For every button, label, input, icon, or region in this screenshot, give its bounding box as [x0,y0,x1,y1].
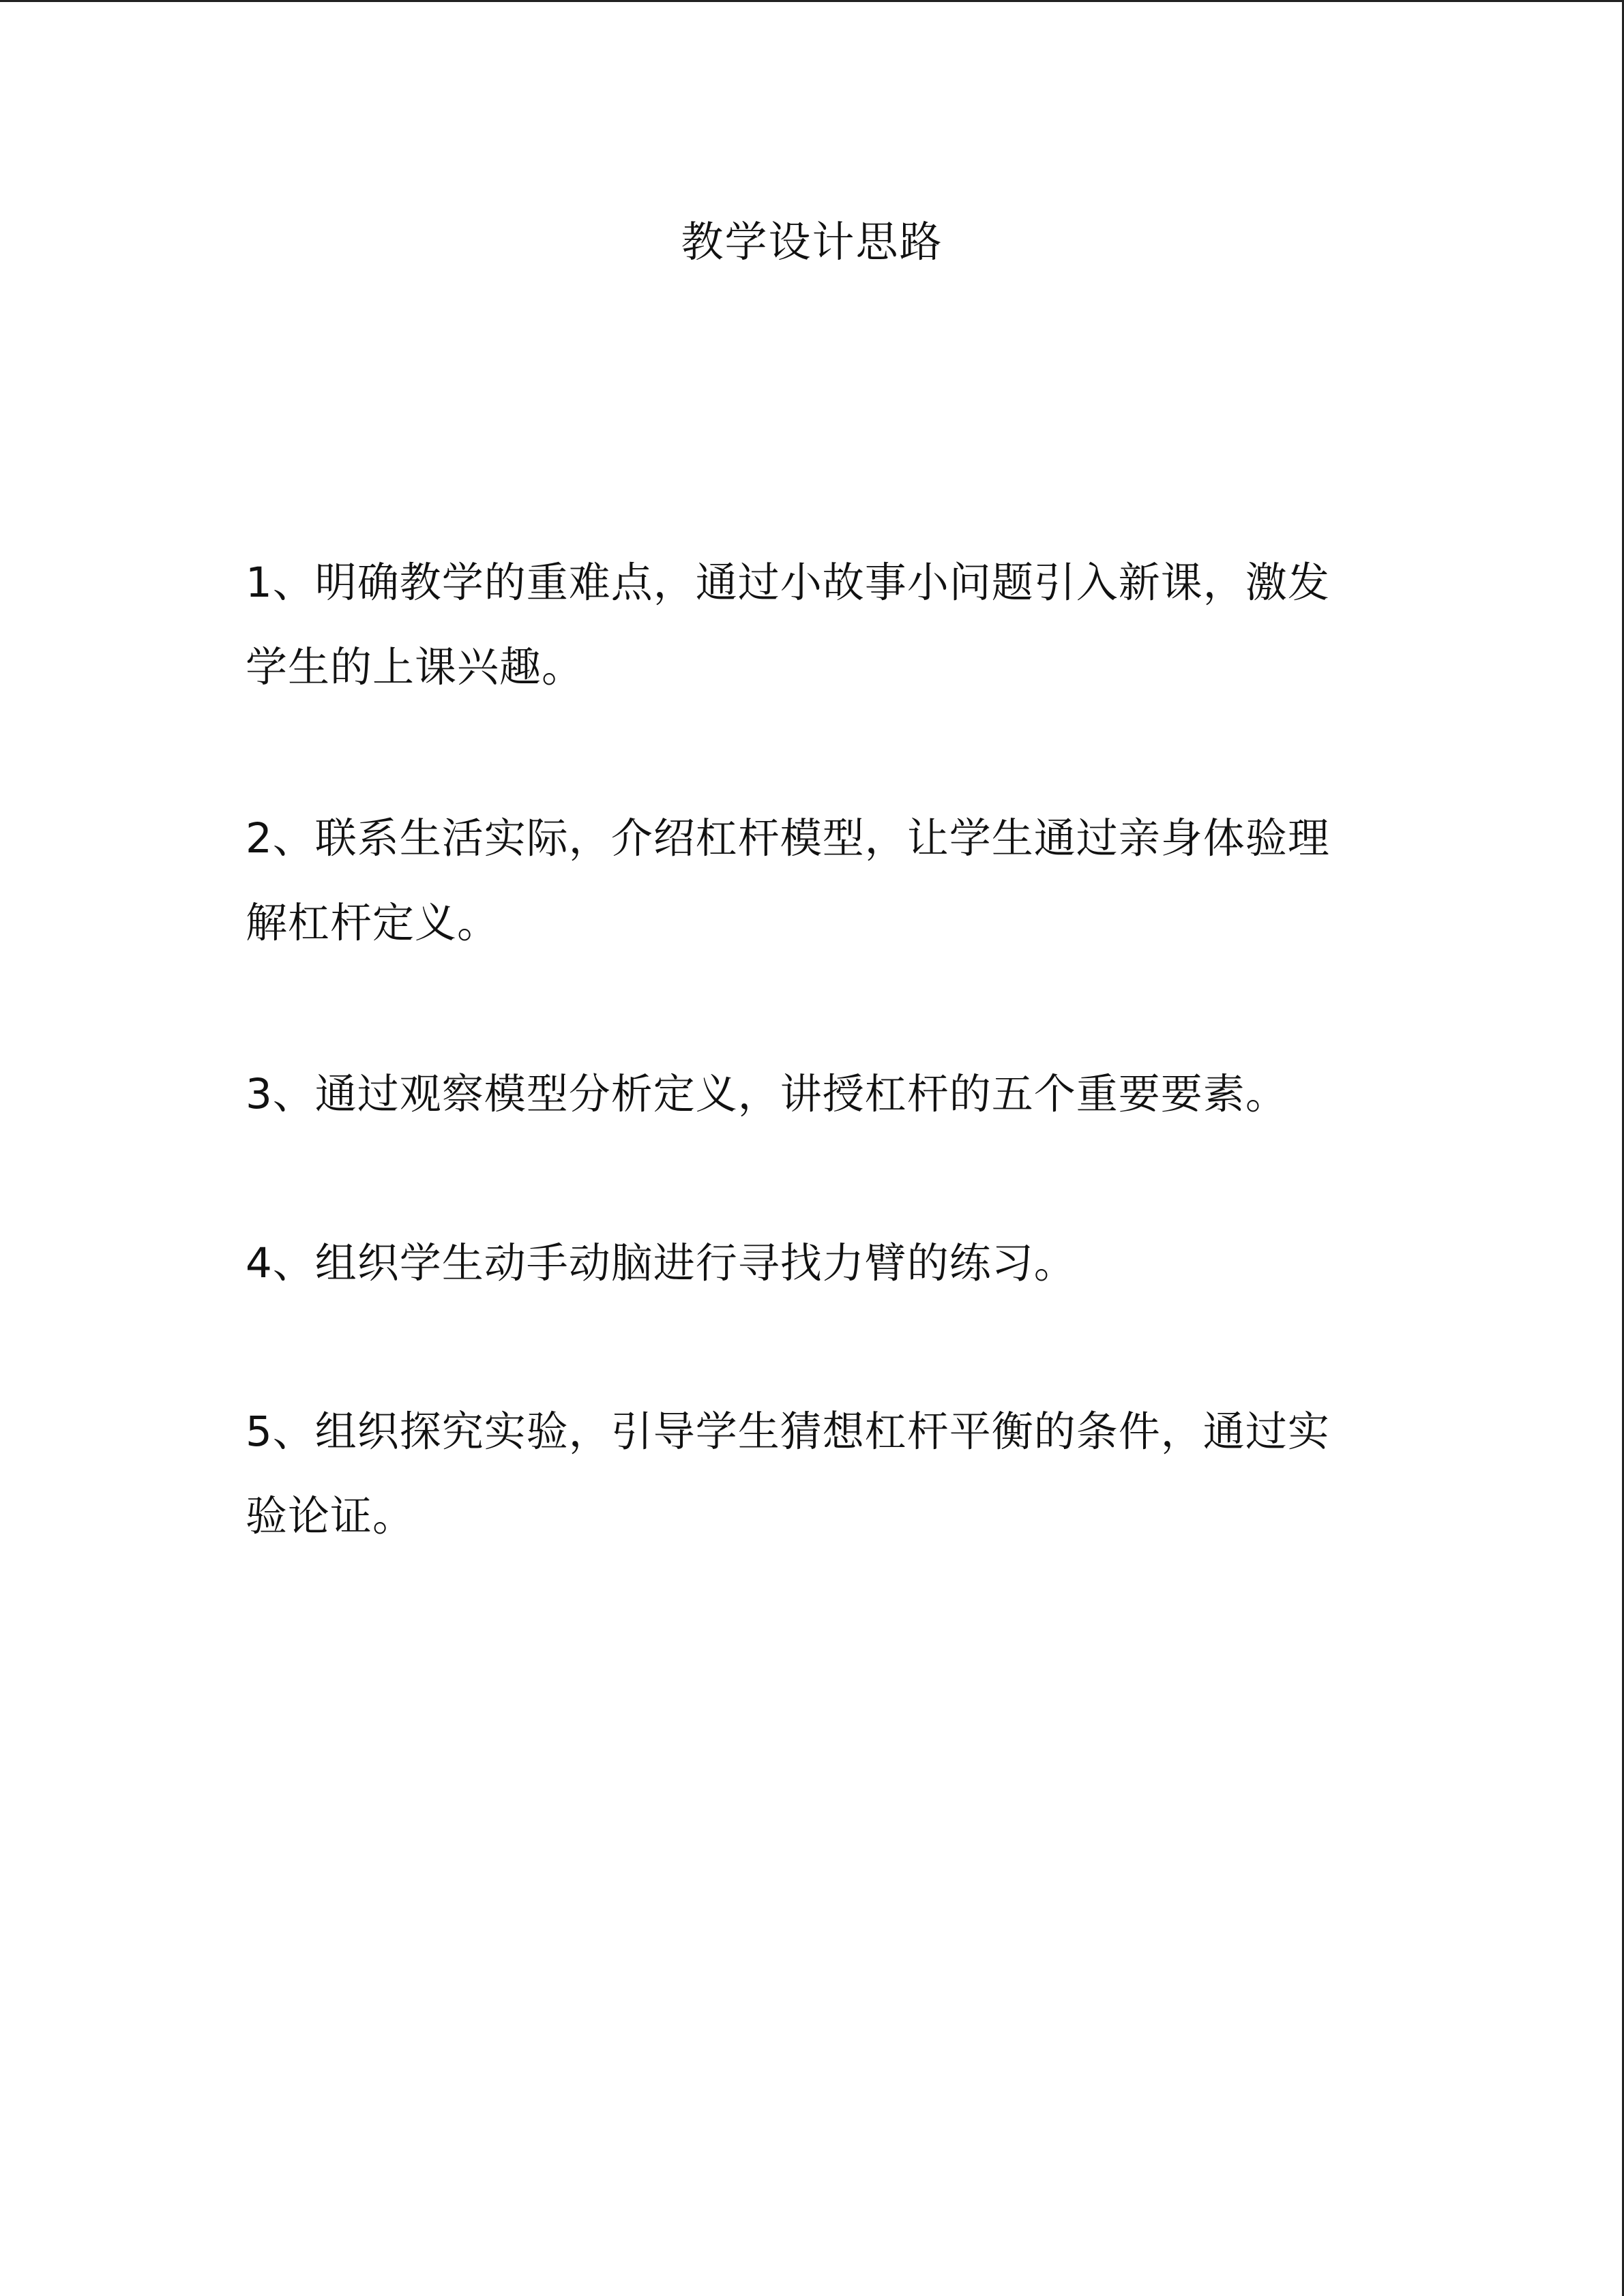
list-item: 2、联系生活实际，介绍杠杆模型，让学生通过亲身体验理解杠杆定义。 [246,814,1330,947]
list-item: 5、组织探究实验，引导学生猜想杠杆平衡的条件，通过实验论证。 [246,1407,1330,1540]
list-item: 4、组织学生动手动脑进行寻找力臂的练习。 [246,1239,1076,1287]
list-item: 1、明确教学的重难点，通过小故事小问题引入新课，激发学生的上课兴趣。 [246,558,1330,691]
document-title: 教学设计思路 [681,217,943,267]
list-item: 3、通过观察模型分析定义，讲授杠杆的五个重要要素。 [246,1070,1288,1118]
